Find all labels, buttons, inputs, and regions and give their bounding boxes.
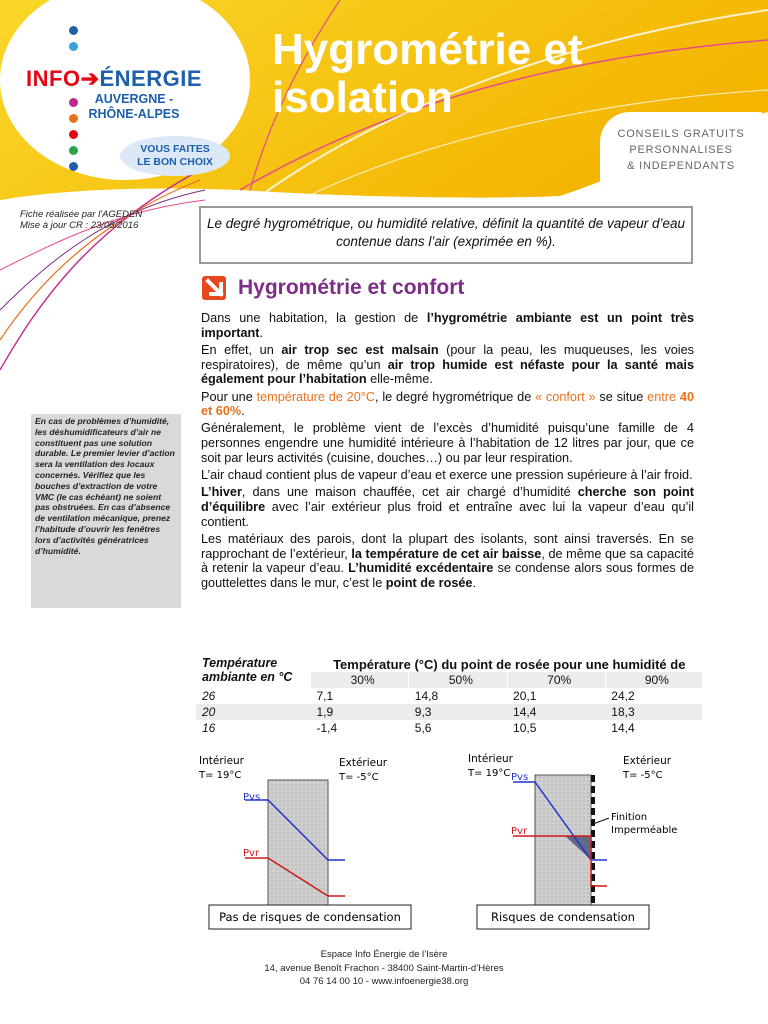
table-left-header: Température ambiante en °C <box>202 656 293 684</box>
caption-no-risk: Pas de risques de condensation <box>219 910 401 924</box>
conseils-badge <box>600 112 762 194</box>
person-icon <box>69 162 78 171</box>
table-cell: 14,4 <box>507 704 605 720</box>
logo-energie: ÉNERGIE <box>99 66 203 91</box>
table-cell: 1,9 <box>311 704 409 720</box>
footer-address: 14, avenue Benoît Frachon - 38400 Saint-Martin-d’Hères <box>264 962 504 974</box>
logo-info: INFO <box>26 66 81 91</box>
table-cell: 14,4 <box>611 721 635 735</box>
page-title: Hygrométrie et isolation <box>272 25 583 122</box>
dew-point-table <box>196 656 702 736</box>
condensation-diagrams <box>195 748 715 936</box>
wall <box>268 780 328 908</box>
logo-icons <box>66 24 80 174</box>
footer <box>234 948 534 989</box>
interior-label: Intérieur <box>199 755 244 767</box>
column-header: 90% <box>605 672 702 688</box>
diagram-risk <box>467 753 677 929</box>
meta-update: Mise à jour CR : 23/08/2016 <box>20 220 139 231</box>
section-title: Hygrométrie et confort <box>238 276 465 299</box>
logo-wordmark <box>26 66 202 92</box>
finish-label-1: Finition <box>611 812 648 823</box>
finish-label-2: Imperméable <box>611 825 678 836</box>
drop-icon <box>69 42 78 51</box>
conseils-line3: & INDEPENDANTS <box>627 160 735 172</box>
conseils-line2: PERSONNALISES <box>629 144 733 156</box>
table-cell: 5,6 <box>414 721 432 735</box>
slogan-line2: LE BON CHOIX <box>137 156 213 168</box>
pvr-label: Pvr <box>511 826 528 837</box>
paragraph: Pour une température de 20°C, le degré hygrométrique de « confort » se situe entre 40 et 60%. <box>201 389 695 419</box>
footer-contact: 04 76 14 00 10 - www.infoenergie38.org <box>299 976 469 987</box>
diagram-no-risk <box>198 755 411 929</box>
table-cell: 10,5 <box>513 721 537 735</box>
sidebar-text: En cas de problèmes d’humidité, les déshumidificateurs d’air ne constituent pas une solution durable. Le premier levier d’action sera la ventilation des locaux concernés. Vérifiez que les bouches d’extraction de votre VMC (le cas échéant) ne soient pas obstruées. En cas d’absence de ventilation mécanique, prenez l’habitude d’ouvrir les fenêtres lors d’activités génératrices d’humidité. <box>35 416 175 556</box>
region-line1: AUVERGNE - <box>94 92 174 106</box>
row-label: 20 <box>196 704 311 720</box>
table-row <box>196 704 702 720</box>
interior-temp: T= 19°C <box>468 768 511 779</box>
table-cell: 14,8 <box>414 689 439 703</box>
exterior-temp: T= -5°C <box>623 770 663 781</box>
intro-box: Le degré hygrométrique, ou humidité relative, définit la quantité de vapeur d’eau contenue dans l’air (exprimée en %). <box>199 206 693 264</box>
sun-icon <box>69 114 78 123</box>
table-cell: 7,1 <box>316 689 334 703</box>
table-row <box>196 688 702 704</box>
meta-author: Fiche réalisée par l'AGEDEN <box>20 209 143 220</box>
footer-org: Espace Info Énergie de l’Isère <box>320 949 448 960</box>
pvr-label: Pvr <box>243 848 260 859</box>
leaf-icon <box>69 146 78 155</box>
interior-label: Intérieur <box>468 753 513 765</box>
table-cell: -1,4 <box>316 721 338 735</box>
table-cell: 18,3 <box>605 704 702 720</box>
column-header: 70% <box>507 672 605 688</box>
slogan-line1: VOUS FAITES <box>140 143 210 155</box>
column-header: 30% <box>311 672 409 688</box>
flower-icon <box>69 98 78 107</box>
column-header: 50% <box>409 672 507 688</box>
row-label: 16 <box>202 721 216 735</box>
sidebar-tip <box>31 414 181 608</box>
body-text <box>201 311 694 593</box>
house-icon <box>69 130 78 139</box>
pvs-label: Pvs <box>511 772 529 783</box>
exterior-label: Extérieur <box>339 757 388 769</box>
interior-temp: T= 19°C <box>199 770 242 781</box>
document-meta <box>20 209 142 231</box>
table-header-row <box>196 656 702 672</box>
exterior-label: Extérieur <box>623 755 672 767</box>
table-cell: 9,3 <box>409 704 507 720</box>
slogan-badge <box>120 136 230 176</box>
region-line2: RHÔNE-ALPES <box>88 107 180 121</box>
logo-region <box>84 92 184 122</box>
globe-icon <box>69 26 78 35</box>
caption-risk: Risques de condensation <box>491 910 635 924</box>
paragraph: Généralement, le problème vient de l’excès d’humidité puisqu’une famille de 4 personnes engendre une humidité intérieure à l’habitation de 12 litres par jour, que ce soit par leurs activités (cuisine, douches…) ou par leur respiration. <box>201 421 694 465</box>
table-cell: 20,1 <box>513 689 537 703</box>
pvs-label: Pvs <box>243 792 261 803</box>
arrow-down-right-icon <box>202 276 226 300</box>
paragraph: L’air chaud contient plus de vapeur d’eau et exerce une pression supérieure à l’air froid. <box>201 468 693 483</box>
paragraph: Dans une habitation, la gestion de l’hygrométrie ambiante est un point très important. <box>201 311 695 340</box>
annotation-line <box>593 818 609 824</box>
table-main-header: Température (°C) du point de rosée pour une humidité de <box>333 656 686 672</box>
paragraph: L’hiver, dans une maison chauffée, cet air chargé d’humidité cherche son point d’équilibre avec l’air extérieur plus froid et entraîne avec lui la vapeur d’eau qu’il contient. <box>201 485 694 529</box>
arrow-right-icon: ➔ <box>80 66 100 91</box>
paragraph: En effet, un air trop sec est malsain (pour la peau, les muqueuses, les voies respiratoires), de même qu’un air trop humide est néfaste pour la santé mais également pour l’habitation elle-même. <box>201 342 695 387</box>
row-label: 26 <box>202 689 216 703</box>
table-row <box>196 720 702 736</box>
decorative-swoosh <box>0 150 210 380</box>
paragraph: Les matériaux des parois, dont la plupart des isolants, sont ainsi traversés. En se rapprochant de l’extérieur, la température de cet air baisse, de même que sa capacité à retenir la vapeur d’eau. L’humidité excédentaire se condense alors sous formes de gouttelettes dans le mur, c’est le point de rosée. <box>201 531 695 590</box>
exterior-temp: T= -5°C <box>339 772 379 783</box>
table-cell: 24,2 <box>611 689 635 703</box>
conseils-line1: CONSEILS GRATUITS <box>617 128 745 140</box>
